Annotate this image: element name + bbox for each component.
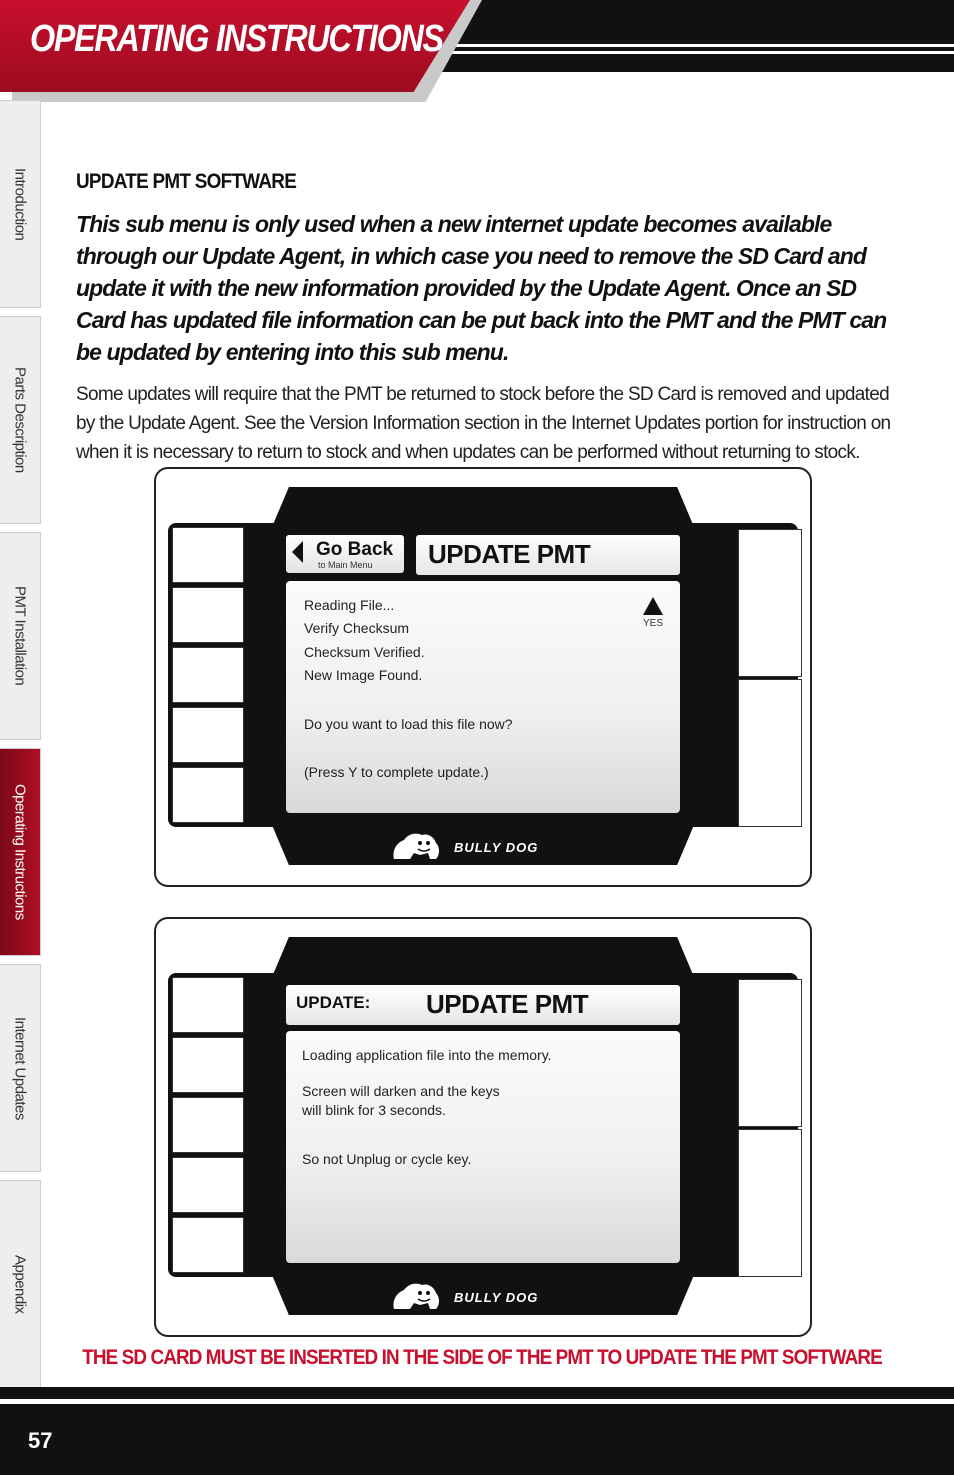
screen-line: New Image Found. (304, 667, 423, 683)
footer-stripe (0, 1387, 954, 1399)
tab-label: PMT Installation (11, 586, 29, 686)
update-label: UPDATE: (296, 993, 371, 1012)
page-title: OPERATING INSTRUCTIONS (30, 18, 443, 60)
screen-line: Screen will darken and the keys (302, 1083, 500, 1099)
left-button-3[interactable] (172, 647, 244, 703)
right-button-no[interactable] (738, 679, 802, 827)
screen-content (286, 1031, 680, 1263)
tab-internet-updates[interactable] (0, 964, 41, 1172)
left-button-1[interactable] (172, 977, 244, 1033)
arrow-up-icon (643, 597, 663, 615)
tab-pmt-installation[interactable] (0, 532, 41, 740)
section-title: UPDATE PMT SOFTWARE (76, 170, 297, 193)
right-button-1[interactable] (738, 979, 802, 1127)
bully-dog-logo (390, 1279, 570, 1315)
screen-line: Reading File... (304, 597, 395, 613)
warning-text: THE SD CARD MUST BE INSERTED IN THE SIDE OF THE PMT TO UPDATE THE PMT SOFTWARE (82, 1346, 882, 1369)
screen-titlebar (416, 535, 680, 575)
tab-label: Operating Instructions (11, 784, 29, 920)
content (76, 170, 906, 467)
bulldog-icon (390, 1279, 450, 1315)
device-screen-2 (154, 917, 812, 1337)
screen-title: UPDATE PMT (428, 539, 591, 569)
right-button-yes[interactable] (738, 529, 802, 677)
tab-label: Introduction (11, 167, 29, 241)
logo-text: BULLY DOG (454, 1289, 539, 1305)
screen-line: Checksum Verified. (304, 644, 425, 660)
go-back-sublabel: to Main Menu (318, 560, 373, 570)
bulldog-icon (390, 829, 450, 865)
tab-operating-instructions[interactable] (0, 748, 41, 956)
tab-label: Appendix (11, 1254, 29, 1314)
section-intro: This sub menu is only used when a new internet update becomes available through our Update Agent, in which case you need to remove the SD Card and update it with the new information provided by the Update Agent. Once an SD Card has updated file information can be put back into the PMT and the PMT can be updated by entering into this sub menu. (76, 211, 887, 365)
left-button-5[interactable] (172, 767, 244, 823)
right-button-2[interactable] (738, 1129, 802, 1277)
left-button-5[interactable] (172, 1217, 244, 1273)
screen-title: UPDATE PMT (426, 989, 589, 1019)
page-number: 57 (28, 1428, 53, 1453)
go-back-label: Go Back (316, 539, 394, 560)
screen-content (286, 581, 680, 813)
device-top-bezel (272, 937, 694, 977)
go-back-button[interactable] (286, 535, 404, 573)
left-button-3[interactable] (172, 1097, 244, 1153)
tab-label: Internet Updates (11, 1016, 29, 1120)
device-screen-1 (154, 467, 812, 887)
screen-line: (Press Y to complete update.) (304, 764, 489, 780)
yes-label: YES (643, 618, 664, 629)
left-button-4[interactable] (172, 1157, 244, 1213)
screen-line: will blink for 3 seconds. (302, 1102, 446, 1118)
footer-bar (0, 1404, 954, 1475)
side-tabs (0, 100, 41, 1390)
left-button-1[interactable] (172, 527, 244, 583)
device-top-bezel (272, 487, 694, 527)
screen-line: Verify Checksum (304, 620, 410, 636)
arrow-left-icon (292, 541, 303, 563)
screen-titlebar (286, 985, 680, 1025)
tab-label: Parts Description (11, 367, 29, 473)
tab-parts-description[interactable] (0, 316, 41, 524)
logo-text: BULLY DOG (454, 839, 539, 855)
header-stripes (394, 44, 954, 54)
screen-line: So not Unplug or cycle key. (302, 1151, 472, 1167)
left-button-2[interactable] (172, 1037, 244, 1093)
section-body: Some updates will require that the PMT be returned to stock before the SD Card is removed and updated by the Update Agent. See the Version Information section in the Internet Updates portion for instruction on when it is necessary to return to stock and when updates can be performed without returning to stock. (76, 384, 891, 463)
screen-line: Loading application file into the memory. (302, 1047, 552, 1063)
bully-dog-logo (390, 829, 570, 865)
screen-line: Do you want to load this file now? (304, 716, 513, 732)
tab-introduction[interactable] (0, 100, 41, 308)
left-button-2[interactable] (172, 587, 244, 643)
left-button-4[interactable] (172, 707, 244, 763)
tab-appendix[interactable] (0, 1180, 41, 1388)
